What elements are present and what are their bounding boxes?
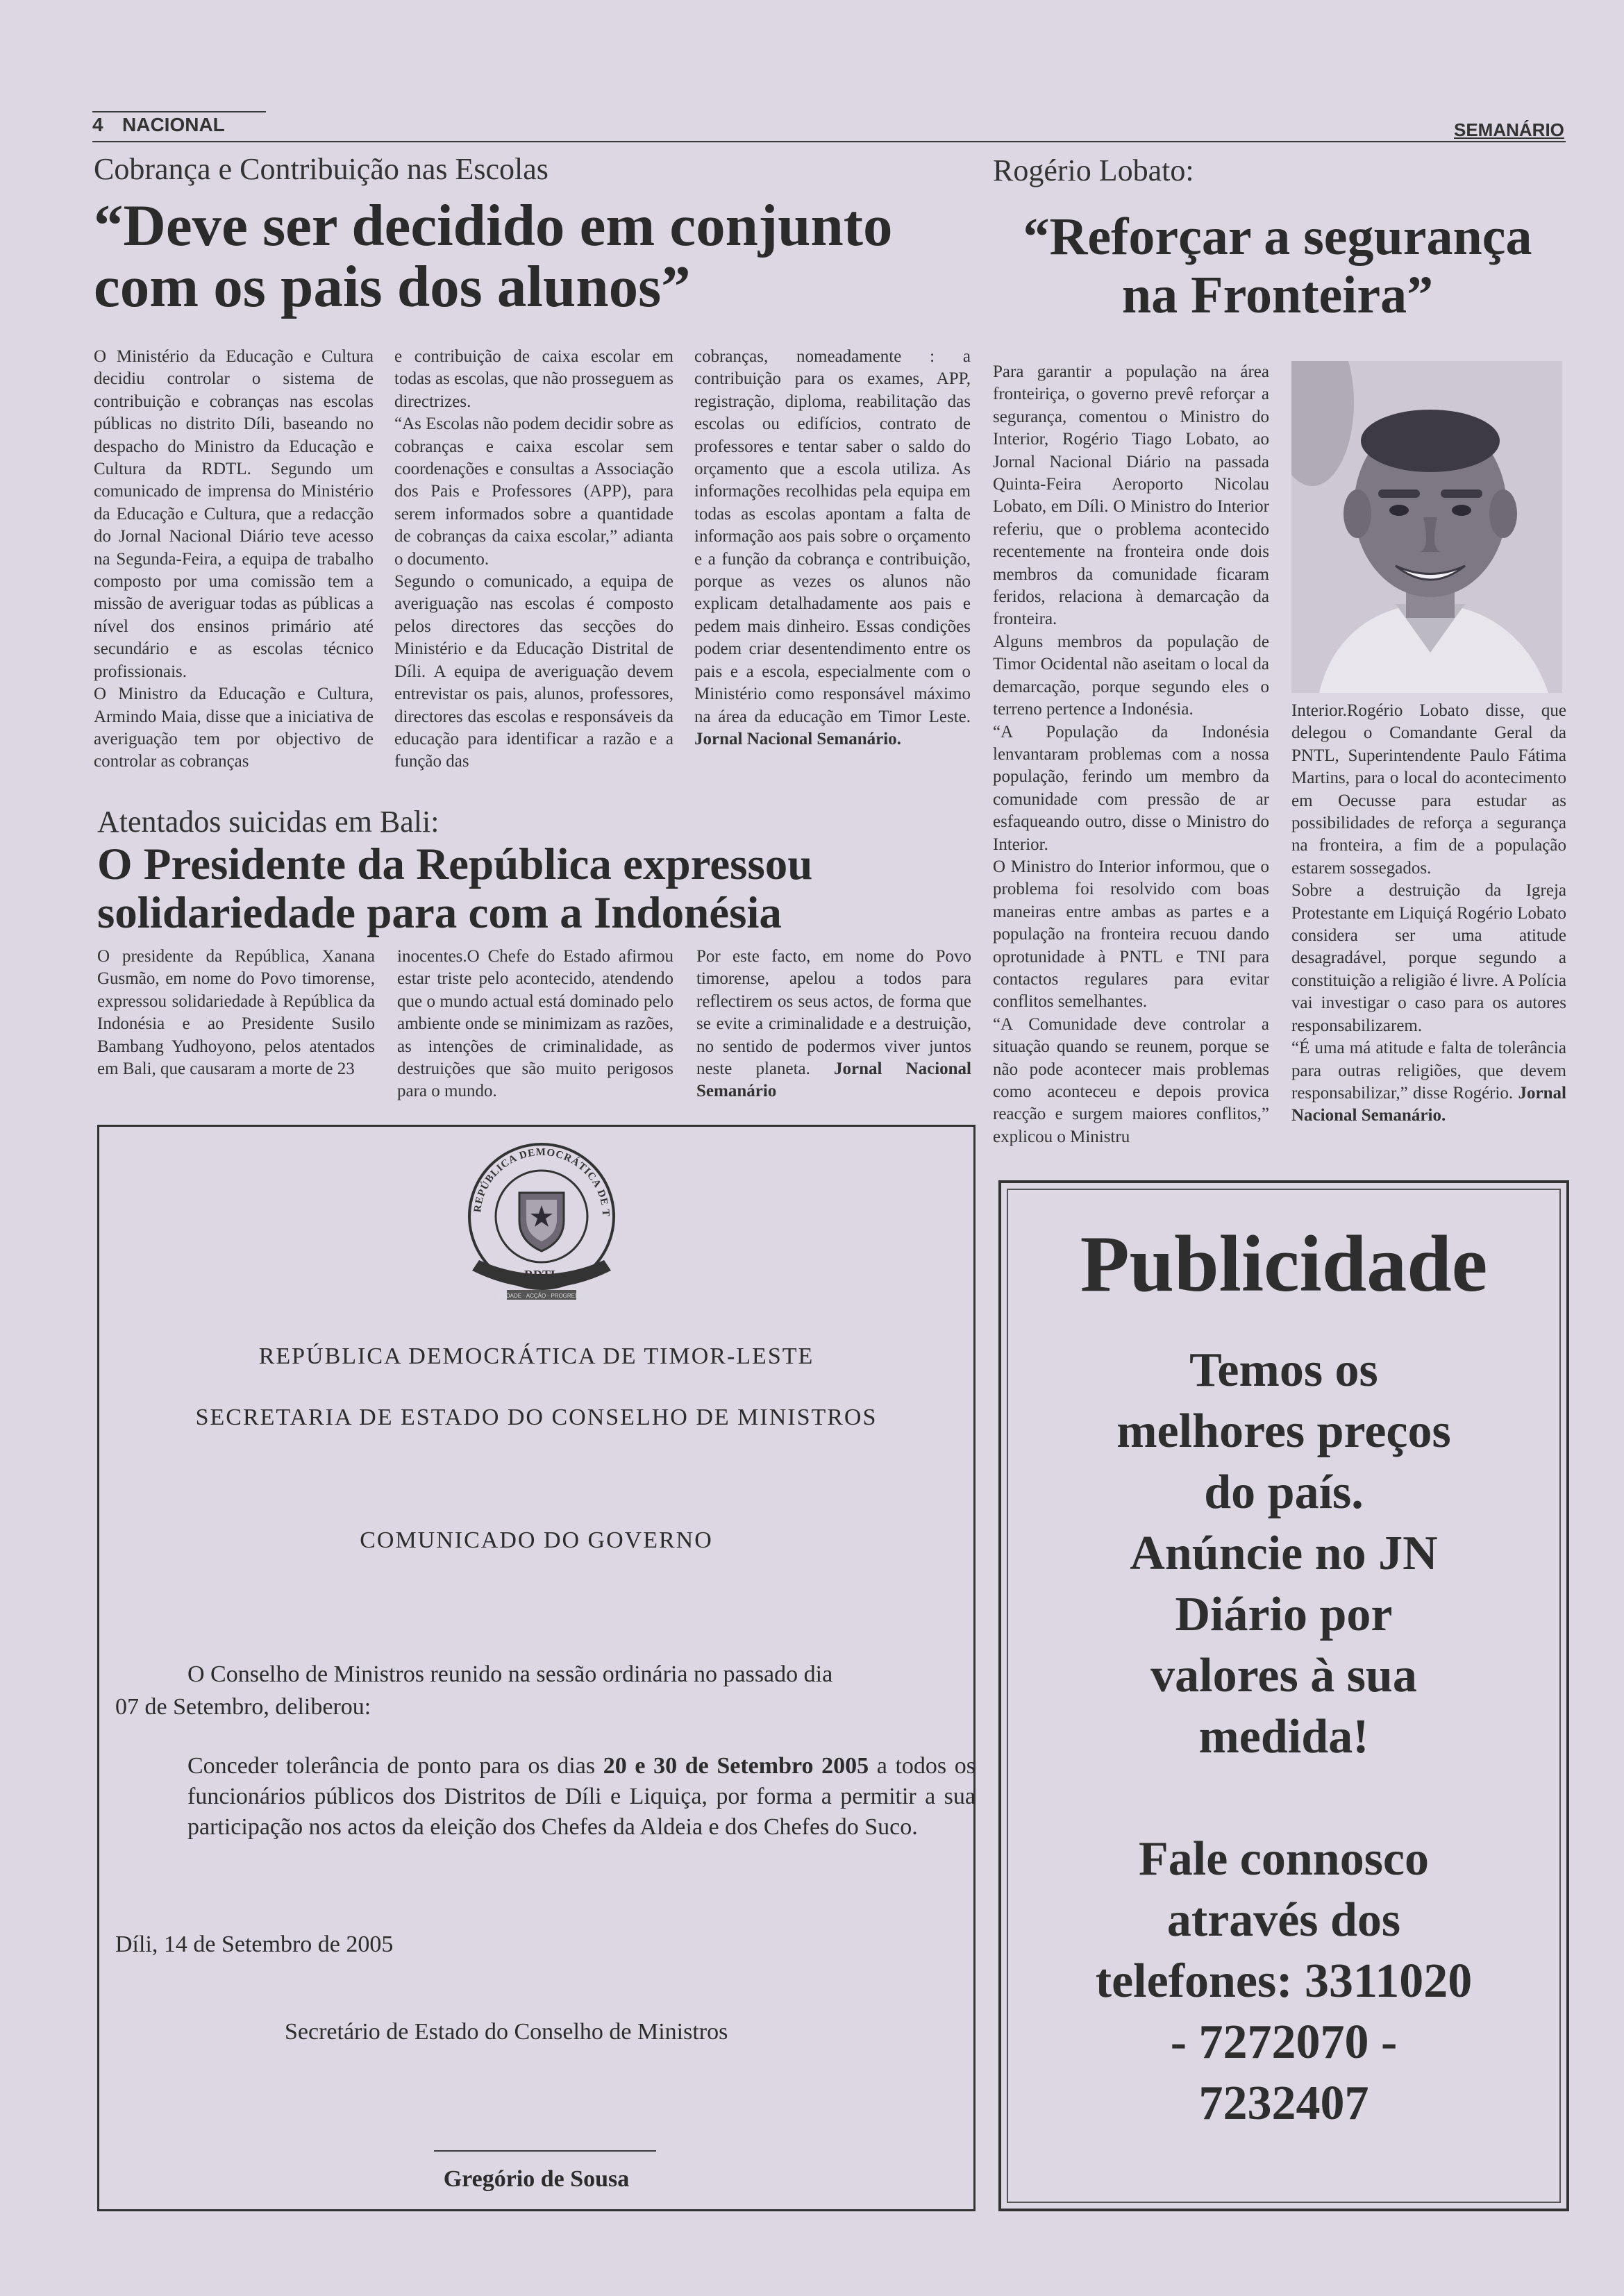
article1-col1-para2: O Ministro da Educação e Cultura, Armindo Maia, disse que a iniciativa de averiguação tem por objectivo de controlar as cobranças: [94, 685, 374, 771]
article1-column-2: [394, 346, 673, 804]
advert-line-2: melhores preços: [1116, 1405, 1451, 1458]
article3-column-1: [993, 361, 1269, 1166]
rdtl-seal-emblem: [458, 1139, 625, 1312]
rdtl-seal: [458, 1139, 625, 1312]
article1-col2-para3: Segundo o comunicado, a equipa de averiguação nas escolas é composto pelos directores das secções do Ministério e da Educação Distrital de Díli. A equipa de averiguação devem entrevistar os pais, alunos, professores, directores das escolas e responsáveis da educação para identificar a razão e a função das: [394, 572, 673, 771]
article3-signature: Jornal Nacional Semanário.: [1291, 1083, 1566, 1125]
minister-photo: [1291, 361, 1562, 693]
article3-col1-para2: Alguns membros da população de Timor Ocidental não aseitam o local da demarcação, porque segundo eles o terreno pertence a Indonésia.: [993, 632, 1269, 719]
communique-republic: REPÚBLICA DEMOCRÁTICA DE TIMOR-LESTE: [258, 1343, 814, 1369]
minister-portrait-illustration: [1291, 361, 1562, 693]
seal-ring-text: REPÚBLICA DEMOCRÁTICA DE T: [472, 1146, 612, 1218]
advert-line-7: medida!: [1198, 1710, 1369, 1763]
article1-signature: Jornal Nacional Semanário.: [694, 729, 901, 748]
article2-column-1: [97, 946, 375, 1105]
seal-motto: UNIDADE · ACÇÃO · PROGRESSO: [496, 1293, 587, 1299]
article3-col2-para3: [1291, 1037, 1566, 1128]
article1-col3-para1: [694, 346, 971, 751]
advert-line-4: Anúncie no JN: [1130, 1527, 1438, 1580]
article2-column-2: [397, 946, 673, 1105]
seal-abbreviation: RDTL: [524, 1268, 560, 1282]
article3-col1-para1: Para garantir a população na área fronteiriça, o governo prevê reforçar a segurança, comentou o Ministro do Interior, Rogério Tiago Lobato, ao Jornal Nacional Diário na passada Quinta-Feira Aeroporto Nicolau Lobato, em Díli. O Ministro do Interior referiu, que o problema acontecido recentemente na fronteira onde dois membros da comunidade ficaram feridos, relaciona à demarcação da fronteira.: [993, 362, 1269, 629]
advert-line-12: 7232407: [1198, 2077, 1369, 2130]
signature-line: [434, 2150, 656, 2152]
article1-col1-para1: O Ministério da Educação e Cultura decidiu controlar o sistema de contribuição e cobranças nas escolas públicas no distrito Díli, baseando no despacho do Ministro da Educação e Cultura da RDTL. Segundo um comunicado de imprensa do Ministério da Educação e Cultura, que a redacção do Jornal Nacional Diário teve acesso na Segunda-Feira, a equipa de trabalho composto por uma comissão tem a missão de averiguar todas as públicas a nível dos ensinos primário até secundário e as escolas técnico profissionais.: [94, 347, 374, 681]
article3-headline: [989, 208, 1566, 324]
article1-column-3: [694, 346, 971, 804]
advert-line-10: telefones: 3311020: [1095, 1954, 1473, 2008]
communique-intro-line2: 07 de Setembro, deliberou:: [115, 1694, 371, 1720]
article3-headline-line2: na Fronteira”: [1121, 265, 1434, 324]
article2-col2-text: inocentes.O Chefe do Estado afirmou estar triste pelo acontecido, atendendo que o mundo actual está dominado pelo ambiente onde se minimizam as razões, as intenções de criminalidade, as destruições que são muito perigosos para o mundo.: [397, 947, 673, 1101]
advert-line-9: através dos: [1166, 1893, 1401, 1947]
communique-signer-name: Gregório de Sousa: [443, 2166, 630, 2192]
article3-kicker: Rogério Lobato:: [993, 153, 1194, 187]
advert-title: Publicidade: [1080, 1220, 1488, 1309]
article1-col2-para1: e contribuição de caixa escolar em todas as escolas, que não prosseguem as directrizes.: [394, 347, 673, 411]
article3-column-2: [1291, 700, 1566, 1165]
article3-col1-para3: “A População da Indonésia lenvantaram problemas com a nossa população, ferindo um membro da comunidade com pressão de ar esfaqueando outro, disse o Ministro do Interior.: [993, 722, 1269, 854]
communique-secretariat: SECRETARIA DE ESTADO DO CONSELHO DE MINISTROS: [195, 1405, 878, 1430]
communique-signer-title: Secretário de Estado do Conselho de Ministros: [285, 2019, 728, 2045]
decision-dates: 20 e 30 de Setembro 2005: [603, 1753, 869, 1779]
article2-headline-line2: solidariedade para com a Indonésia: [97, 888, 782, 939]
communique-decision: [187, 1751, 976, 1843]
advert-body: [998, 1340, 1569, 2134]
communique-place-date: Díli, 14 de Setembro de 2005: [115, 1932, 394, 1957]
article3-col2-para1: Interior.Rogério Lobato disse, que delegou o Comandante Geral da PNTL, Superintendente Paulo Fátima Martins, para o local do acontecimento em Oecusse para estudar as possibilidades de reforça a segurança na fronteira, a fim de a população estarem sossegados.: [1291, 701, 1566, 878]
page-number: 4: [92, 114, 103, 135]
advert-line-6: valores à sua: [1150, 1649, 1417, 1702]
article1-kicker: Cobrança e Contribuição nas Escolas: [94, 152, 549, 186]
article3-col1-para5: “A Comunidade deve controlar a situação quando se reunem, porque se não pode acontecer mais problemas como aconteceu e depois provica reacção e surgem maiores conflitos,” explicou o Ministru: [993, 1014, 1269, 1146]
decision-pre: Conceder tolerância de ponto para os dias: [187, 1753, 603, 1779]
article2-signature: Jornal Nacional Semanário: [696, 1059, 971, 1101]
article3-col2-para2: Sobre a destruição da Igreja Protestante em Liquiçá Rogério Lobato considera ser uma atitude desagradável, porque segundo a constituição a religião é livre. A Polícia vai investigar o caso para os autores responsabilizarem.: [1291, 881, 1566, 1035]
advert-line-11: - 7272070 -: [1170, 2016, 1398, 2069]
section-label-rule: [92, 111, 266, 112]
article1-col3-text: cobranças, nomeadamente : a contribuição para os exames, APP, registração, diploma, reabilitação das escolas ou edifícios, contrato de professores e tentar saber o saldo do orçamento que a escola utiliza. As informações recolhidas pela equipa em todas as escolas apontam a falta de informação aos pais sobre o orçamento e a função da cobrança e contribuição, porque as vezes os alunos não explicam detalhadamente aos pais e pedem mais dinheiro. Essas condições podem criar desentendimento entre os pais e a escola, especialmente com o Ministério como responsável máximo na área da educação em Timor Leste.: [694, 347, 971, 726]
article2-headline-line1: O Presidente da República expressou: [97, 839, 813, 889]
article1-headline-line2: com os pais dos alunos”: [94, 253, 691, 319]
article1-headline-line1: “Deve ser decidido em conjunto: [94, 193, 893, 258]
article2-headline: [97, 840, 812, 937]
article2-col3-para: [696, 946, 971, 1103]
article3-col1-para4: O Ministro do Interior informou, que o problema foi resolvido com boas maneiras entre ambas as partes e a população na fronteira recuou dando oprotunidade à PNTL e TNI para contactos regulares para evitar conflitos semelhantes.: [993, 857, 1269, 1012]
article1-col2-para2: “As Escolas não podem decidir sobre as cobranças e caixa escolar sem coordenações e consultas a Associação dos Pais e Professores (APP), para serem informados sobre a quantidade de cobranças da caixa escolar,” adianta o documento.: [394, 414, 673, 569]
communique-title: COMUNICADO DO GOVERNO: [360, 1527, 713, 1553]
article2-column-3: [696, 946, 971, 1105]
article2-col1-text: O presidente da República, Xanana Gusmão, em nome do Povo timorense, expressou solidariedade à República da Indonésia e ao Presidente Susilo Bambang Yudhoyono, pelos atentados em Bali, que causaram a morte de 23: [97, 947, 375, 1079]
article2-kicker: Atentados suicidas em Bali:: [97, 805, 440, 839]
advert-line-3: do país.: [1204, 1466, 1364, 1519]
communique-intro-line1: O Conselho de Ministros reunido na sessão ordinária no passado dia: [187, 1661, 833, 1687]
publication-name: SEMANÁRIO: [1454, 119, 1564, 140]
article3-col2-text: “É uma má atitude e falta de tolerância para outras religiões, que devem responsabilizar,” disse Rogério.: [1291, 1039, 1566, 1103]
advert-line-5: Diário por: [1175, 1588, 1393, 1641]
section-label: NACIONAL: [122, 114, 225, 135]
advert-line-1: Temos os: [1189, 1343, 1378, 1397]
advert-line-8: Fale connosco: [1138, 1832, 1430, 1886]
article3-headline-line1: “Reforçar a segurança: [1023, 208, 1532, 266]
article1-headline: [94, 193, 893, 319]
article1-column-1: [94, 346, 374, 804]
article2-col3-text: Por este facto, em nome do Povo timorense, apelou a todos para reflectirem os seus actos, de forma que se evite a criminalidade e a destruição, no sentido de podermos viver juntos neste planeta.: [696, 947, 971, 1079]
header-rule: [92, 141, 1566, 142]
decision-post: a todos os funcionários públicos dos Distritos de Díli e Liquiça, por forma a permitir a sua participação nos actos da eleição dos Chefes da Aldeia e dos Chefes do Suco.: [187, 1753, 976, 1840]
